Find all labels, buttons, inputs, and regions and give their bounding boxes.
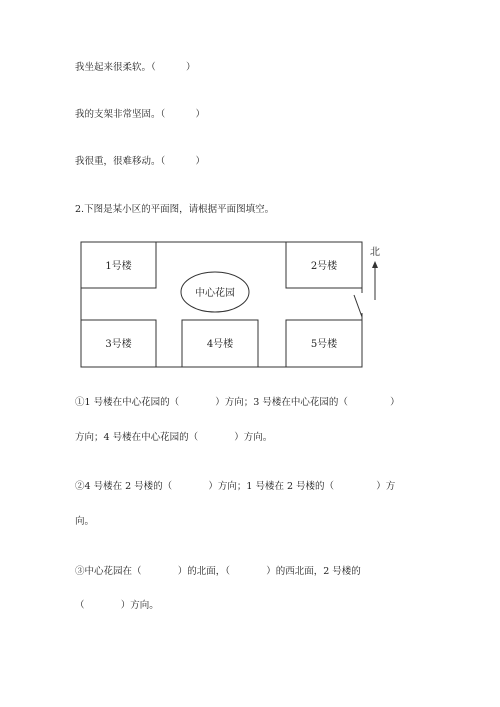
north-arrow-icon (372, 261, 378, 268)
statement-sturdy: 我的支架非常坚固。（ ） (75, 109, 205, 120)
central-garden-label: 中心花园 (195, 288, 235, 299)
answer-2-line-1: ②4 号楼在 2 号楼的（ ）方向；1 号楼在 2 号楼的（ ）方 (75, 481, 396, 492)
answer-2-line-2: 向。 (75, 516, 95, 527)
community-floor-plan (70, 238, 390, 373)
floor-plan-diagram (70, 238, 390, 373)
answer-1-line-1: ①1 号楼在中心花园的（ ）方向；3 号楼在中心花园的（ ） (75, 397, 400, 408)
question-2-title: 2.下图是某小区的平面图，请根据平面图填空。 (75, 204, 275, 215)
answer-3-line-2: （ ）方向。 (75, 600, 159, 611)
building-4-label: 4号楼 (206, 339, 234, 350)
answer-1-line-2: 方向；4 号楼在中心花园的（ ）方向。 (75, 432, 273, 443)
statement-soft: 我坐起来很柔软。（ ） (75, 62, 196, 73)
building-3-label: 3号楼 (105, 339, 132, 350)
building-1-label: 1号楼 (105, 261, 132, 272)
statement-heavy: 我很重，很难移动。（ ） (75, 156, 205, 167)
answer-3-line-1: ③中心花园在（ ）的北面，（ ）的西北面，2 号楼的 (75, 566, 361, 577)
building-2-label: 2号楼 (310, 261, 338, 272)
building-5-label: 5号楼 (310, 339, 338, 350)
north-label: 北 (370, 247, 380, 258)
